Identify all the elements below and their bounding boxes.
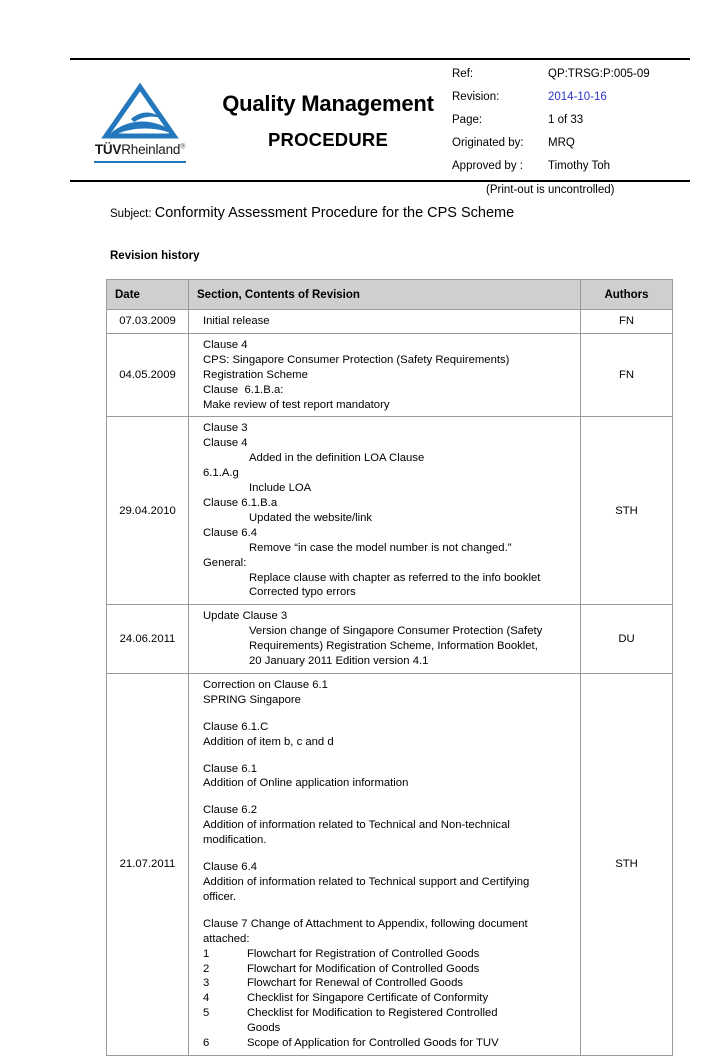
description-line: Addition of information related to Technical and Non-technical [203,819,510,832]
description-line: Version change of Singapore Consumer Protection (Safety [249,625,543,638]
table-row [107,417,673,605]
meta-row-page [452,113,690,127]
revision-history-table [106,279,673,1056]
description-line: General: [203,556,247,569]
description-line: Addition of item b, c and d [203,735,334,748]
table-row [107,673,673,1055]
logo-cell [70,60,210,180]
description-line: Clause 6.1.B.a [203,496,278,509]
numbered-list-item [203,947,574,962]
list-item-number: 4 [203,992,210,1005]
description-line: officer. [203,890,237,903]
meta-value-ref: QP:TRSG:P:005-09 [548,68,650,80]
cell-date: 29.04.2010 [107,417,189,605]
subject-label: Subject: [110,208,152,220]
logo-wordmark [95,142,185,157]
table-row [107,310,673,334]
description-line: Clause 6.2 [203,804,258,817]
document-header [70,58,690,182]
table-row [107,605,673,674]
list-item-text: Scope of Application for Controlled Goods for TUV [247,1037,499,1050]
title-cell [210,60,446,180]
cell-author: DU [581,605,673,674]
list-item-number: 6 [203,1037,210,1050]
description-line: Clause 6.1.C [203,720,269,733]
description-line: Initial release [203,315,270,327]
description-line: Clause 6.4 [203,526,258,539]
cell-description [189,333,581,417]
description-line: CPS: Singapore Consumer Protection (Safety Requirements) [203,353,510,366]
description-line: Requirements) Registration Scheme, Information Booklet, [249,640,538,653]
description-line: Remove “in case the model number is not changed.” [249,541,512,554]
numbered-list-item [203,991,574,1006]
column-header-authors: Authors [581,280,673,310]
registered-trademark-icon: ® [180,143,186,151]
description-spacer [203,791,574,803]
print-note-text: (Print-out is uncontrolled) [486,184,615,196]
description-line: Correction on Clause 6.1 [203,678,328,691]
cell-description [189,417,581,605]
list-item-number: 3 [203,977,210,990]
meta-row-revision [452,90,690,104]
meta-value-page: 1 of 33 [548,113,584,126]
cell-date: 07.03.2009 [107,310,189,334]
subject-line [110,205,514,221]
description-line: 6.1.A.g [203,467,239,480]
document-title-line-1: Quality Management [222,91,434,117]
document-title-line-2: PROCEDURE [267,129,388,151]
cell-description [189,605,581,674]
description-spacer [203,905,574,917]
table-body [107,310,673,1056]
meta-value-approved-by: Timothy Toh [548,159,610,172]
description-line: Clause 4 [203,338,248,351]
list-item-number: 1 [203,947,210,960]
description-line: Corrected typo errors [249,586,356,599]
meta-label-page: Page: [452,113,483,126]
list-item-text: Flowchart for Registration of Controlled Goods [247,947,480,960]
description-spacer [203,708,574,720]
description-line: Clause 6.4 [203,861,258,874]
column-header-section: Section, Contents of Revision [189,280,581,310]
meta-label-revision: Revision: [452,90,500,103]
numbered-list-item [203,962,574,977]
tuv-rheinland-logo [92,83,188,163]
description-line: Addition of information related to Technical support and Certifying [203,876,530,888]
list-item-number: 2 [203,962,210,975]
header-rule-bottom [70,180,690,182]
meta-value-originated-by: MRQ [548,136,575,149]
description-line: Updated the website/link [249,511,373,524]
meta-row-approved-by [452,159,690,173]
cell-author: STH [581,673,673,1055]
list-item-text: Flowchart for Modification of Controlled Goods [247,962,480,975]
list-item-continuation: Goods [247,1022,281,1035]
cell-author: FN [581,333,673,417]
description-line: Added in the definition LOA Clause [249,452,425,465]
description-line: Clause 7 Change of Attachment to Appendix, following document [203,917,528,930]
description-line: SPRING Singapore [203,693,301,706]
table-header-row [107,280,673,310]
description-line: Clause 3 [203,422,248,435]
numbered-list-item [203,1006,574,1021]
cell-description [189,673,581,1055]
description-line: attached: [203,932,250,945]
list-item-number: 5 [203,1007,210,1020]
description-line: modification. [203,834,267,847]
description-line: Replace clause with chapter as referred to the info booklet [249,571,541,584]
description-line: Registration Scheme [203,368,308,381]
description-line: Include LOA [249,482,312,495]
cell-author: FN [581,310,673,334]
logo-tuv-text: TÜV [94,141,122,157]
header-metadata [446,60,690,180]
revision-history-heading: Revision history [110,250,200,262]
cell-date: 04.05.2009 [107,333,189,417]
description-spacer [203,848,574,860]
description-line: Make review of test report mandatory [203,398,390,411]
numbered-list-item [203,1036,574,1051]
list-item-text: Checklist for Singapore Certificate of Conformity [247,992,489,1005]
print-note [70,184,690,196]
tuv-triangle-swoosh-icon [101,83,179,141]
meta-row-ref [452,67,690,81]
logo-underline [94,161,186,163]
meta-label-approved-by: Approved by : [452,159,523,172]
subject-value: Conformity Assessment Procedure for the CPS Scheme [154,205,515,221]
description-line: Update Clause 3 [203,610,288,623]
meta-value-revision[interactable]: 2014-10-16 [548,90,607,103]
description-spacer [203,750,574,762]
meta-label-ref: Ref: [452,68,474,80]
cell-description [189,310,581,334]
logo-rheinland-text: Rheinland [121,141,181,157]
cell-date: 24.06.2011 [107,605,189,674]
description-line: Clause 4 [203,437,248,450]
table-row [107,333,673,417]
meta-label-originated-by: Originated by: [452,136,524,149]
description-line: Clause 6.1 [203,762,258,775]
numbered-list-item [203,976,574,991]
description-line: 20 January 2011 Edition version 4.1 [249,655,429,668]
table-header [107,280,673,310]
header-body [70,60,690,180]
meta-row-originated-by [452,136,690,150]
column-header-date: Date [107,280,189,310]
cell-date: 21.07.2011 [107,673,189,1055]
description-line: Clause 6.1.B.a: [203,383,284,396]
cell-author: STH [581,417,673,605]
description-line: Addition of Online application information [203,777,409,790]
list-item-text: Checklist for Modification to Registered Controlled [247,1007,498,1020]
list-item-text: Flowchart for Renewal of Controlled Goods [247,977,463,990]
